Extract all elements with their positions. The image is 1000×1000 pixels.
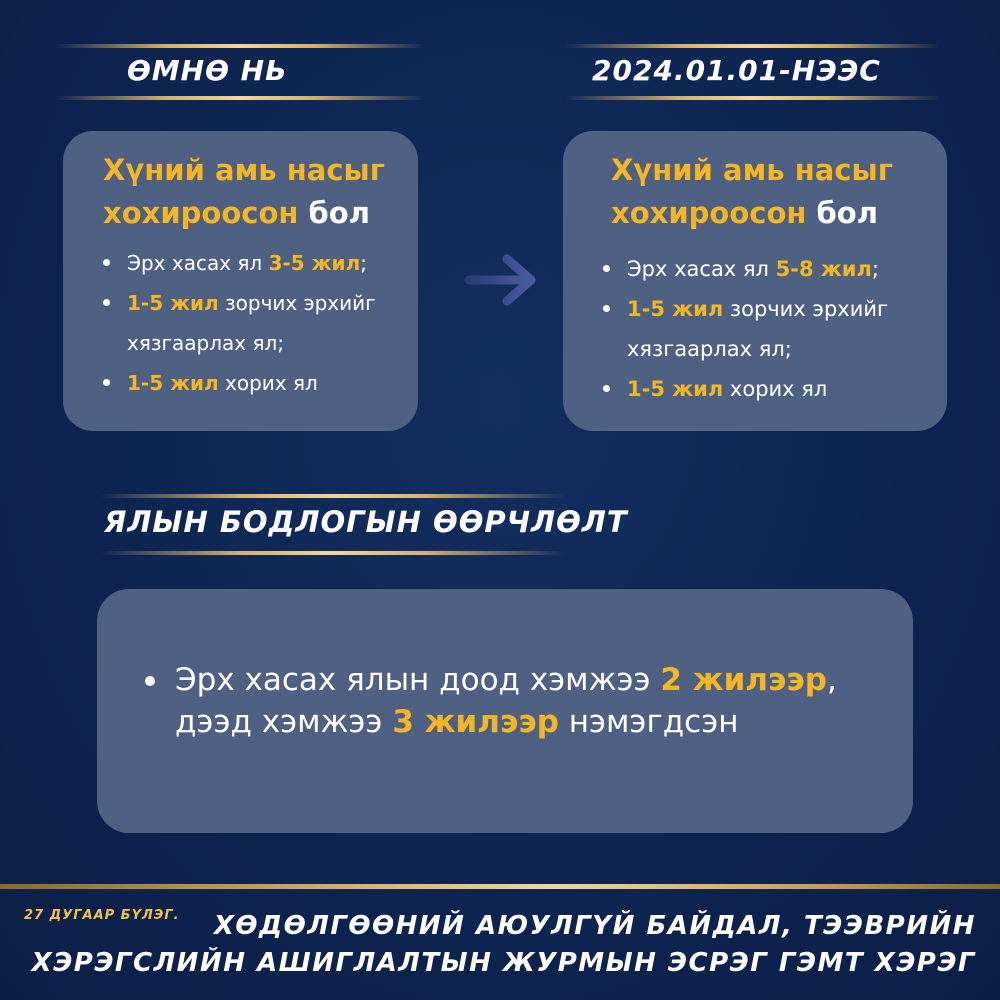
list-item <box>603 369 927 409</box>
item-text: зорчих эрхийг хязгаарлах ял; <box>127 291 376 355</box>
list-item <box>603 249 927 289</box>
right-heading-bottom-rule <box>565 96 940 100</box>
after-list <box>603 249 927 409</box>
policy-card <box>97 589 913 833</box>
before-card-title <box>103 149 385 235</box>
item-highlight: 5-8 жил <box>775 257 872 281</box>
list-item <box>103 243 397 283</box>
right-heading-top-rule <box>565 44 940 48</box>
chapter-label: 27 ДУГААР БҮЛЭГ. <box>24 908 180 923</box>
item-highlight: 1-5 жил <box>127 291 219 315</box>
list-item <box>103 283 397 363</box>
before-card-title-white: бол <box>308 196 370 230</box>
before-list <box>103 243 397 403</box>
item-highlight: 1-5 жил <box>627 377 724 401</box>
item-text: хорих ял <box>218 371 318 395</box>
footer-title <box>32 908 976 982</box>
right-heading: 2024.01.01-НЭЭС <box>592 54 881 87</box>
item-end: ; <box>871 257 879 281</box>
footer-title-line1: ХӨДӨЛГӨӨНИЙ АЮУЛГҮЙ БАЙДАЛ, ТЭЭВРИЙН <box>213 911 976 941</box>
item-text: , дээд хэмжээ <box>175 662 837 740</box>
item-end: ; <box>360 251 367 275</box>
footer-title-line2: ХЭРЭГСЛИЙН АШИГЛАЛТЫН ЖУРМЫН ЭСРЭГ ГЭМТ ХЭРЭГ <box>31 948 976 978</box>
arrow-right-icon <box>463 245 543 315</box>
list-item <box>103 363 397 403</box>
left-heading-bottom-rule <box>55 96 425 100</box>
item-highlight: 1-5 жил <box>127 371 219 395</box>
item-highlight: 3-5 жил <box>268 251 361 275</box>
item-text: Эрх хасах ялын доод хэмжээ <box>175 662 661 698</box>
footer-rule <box>0 884 1000 889</box>
after-card <box>563 131 947 431</box>
left-heading-top-rule <box>55 44 425 48</box>
before-card-title-gold: хохироосон <box>103 196 299 230</box>
item-text: зорчих эрхийг хязгаарлах ял; <box>627 297 889 361</box>
item-highlight: 1-5 жил <box>627 297 724 321</box>
item-text: Эрх хасах ял <box>627 257 776 281</box>
after-card-title-gold: хохироосон <box>611 196 807 230</box>
item-text: нэмэгдсэн <box>558 704 739 740</box>
left-heading: ӨМНӨ НЬ <box>127 54 288 87</box>
after-card-title-white: бол <box>816 196 878 230</box>
list-item <box>145 659 875 743</box>
before-card-title-line1: Хүний амь насыг <box>103 153 385 187</box>
policy-heading: ЯЛЫН БОДЛОГЫН ӨӨРЧЛӨЛТ <box>104 505 628 539</box>
item-highlight: 2 жилээр <box>660 662 827 698</box>
item-text: хорих ял <box>723 377 828 401</box>
before-card <box>63 131 418 431</box>
item-highlight: 3 жилээр <box>392 704 559 740</box>
policy-heading-bottom-rule <box>100 551 565 555</box>
after-card-title <box>611 149 893 235</box>
after-card-title-line1: Хүний амь насыг <box>611 153 893 187</box>
policy-heading-top-rule <box>100 494 565 498</box>
policy-list <box>145 659 875 743</box>
item-text: Эрх хасах ял <box>127 251 269 275</box>
list-item <box>603 289 927 369</box>
